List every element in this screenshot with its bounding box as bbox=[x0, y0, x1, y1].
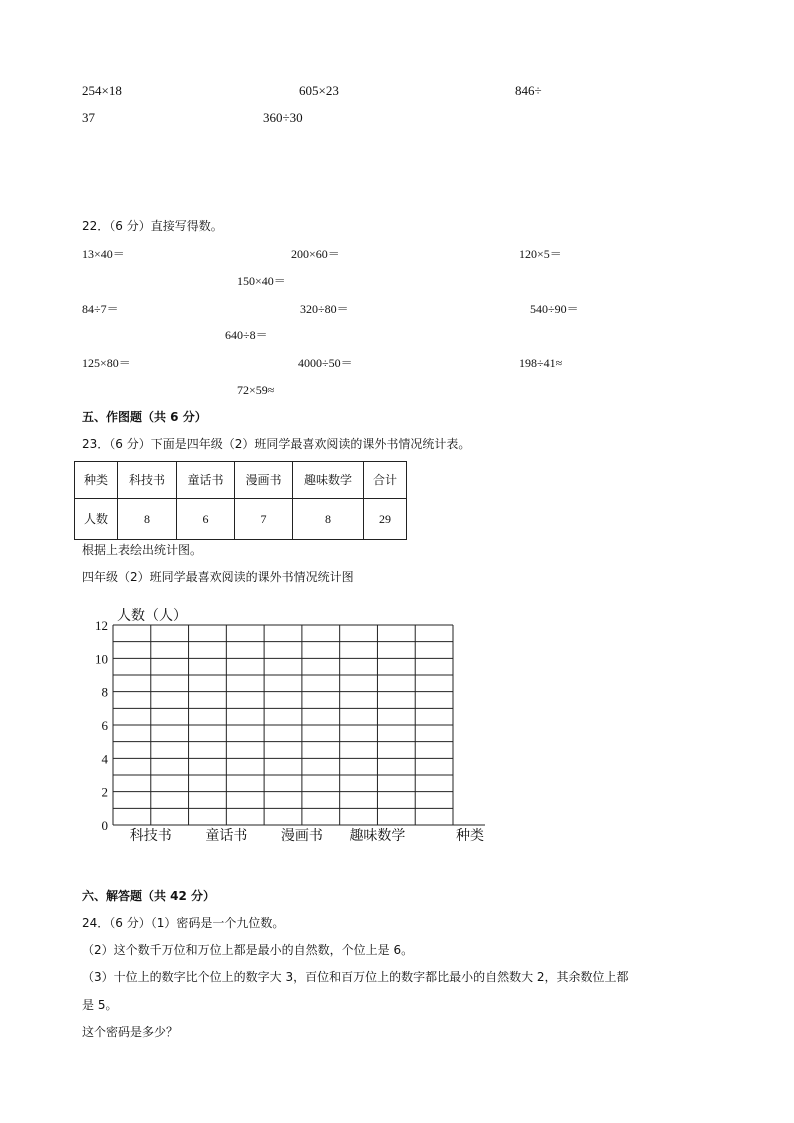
q22-item-2: 200×60＝ bbox=[291, 247, 340, 261]
section-6-title: 六、解答题（共 42 分） bbox=[82, 889, 216, 903]
q24-line-2: （2）这个数千万位和万位上都是最小的自然数，个位上是 6。 bbox=[82, 943, 414, 957]
y-tick-label: 10 bbox=[95, 651, 108, 667]
x-tick-label: 趣味数学 bbox=[349, 829, 406, 844]
y-tick-label: 12 bbox=[95, 618, 108, 633]
bar-chart-grid bbox=[80, 600, 500, 850]
table-header-row bbox=[75, 462, 407, 499]
table-cell: 6 bbox=[177, 499, 235, 540]
table-cell: 童话书 bbox=[177, 462, 235, 499]
q22-item-11: 198÷41≈ bbox=[519, 356, 563, 370]
stats-table bbox=[74, 461, 407, 540]
table-cell: 漫画书 bbox=[235, 462, 293, 499]
q22-title: 22．（6 分）直接写得数。 bbox=[82, 219, 223, 233]
q24-line-1: 24．（6 分）（1）密码是一个九位数。 bbox=[82, 916, 285, 930]
q22-item-8: 640÷8＝ bbox=[225, 328, 268, 342]
calc-605x23: 605×23 bbox=[299, 83, 339, 98]
q22-item-3: 120×5＝ bbox=[519, 247, 562, 261]
x-tick-label: 科技书 bbox=[129, 829, 172, 844]
x-tick-label: 漫画书 bbox=[280, 829, 323, 844]
calc-846-div: 846÷ bbox=[515, 83, 542, 98]
x-tick-label: 童话书 bbox=[205, 829, 248, 844]
table-cell: 趣味数学 bbox=[293, 462, 364, 499]
table-cell: 7 bbox=[235, 499, 293, 540]
table-cell: 科技书 bbox=[118, 462, 177, 499]
chart-y-ticks bbox=[95, 618, 109, 833]
table-cell: 人数 bbox=[75, 499, 118, 540]
q22-item-12: 72×59≈ bbox=[237, 383, 275, 397]
chart-title: 四年级（2）班同学最喜欢阅读的课外书情况统计图 bbox=[82, 570, 354, 584]
table-cell: 合计 bbox=[364, 462, 407, 499]
chart-y-axis-label: 人数（人） bbox=[117, 609, 187, 624]
y-tick-label: 8 bbox=[101, 684, 108, 700]
y-tick-label: 2 bbox=[101, 784, 108, 800]
q24-line-5: 这个密码是多少？ bbox=[82, 1025, 179, 1039]
q24-line-3: （3）十位上的数字比个位上的数字大 3，百位和百万位上的数字都比最小的自然数大 2，其余数位上都 bbox=[82, 970, 629, 984]
q24-line-4: 是 5。 bbox=[82, 998, 118, 1012]
y-tick-label: 4 bbox=[101, 751, 108, 767]
q23-instruction: 根据上表绘出统计图。 bbox=[82, 543, 203, 557]
section-5-title: 五、作图题（共 6 分） bbox=[82, 410, 207, 424]
table-cell: 种类 bbox=[75, 462, 118, 499]
y-tick-label: 6 bbox=[101, 718, 108, 733]
calc-360-div-30: 360÷30 bbox=[263, 110, 303, 125]
q22-item-9: 125×80＝ bbox=[82, 356, 131, 370]
q22-item-1: 13×40＝ bbox=[82, 247, 125, 261]
calc-37: 37 bbox=[82, 110, 95, 125]
chart-gridlines bbox=[113, 625, 485, 825]
q23-title: 23．（6 分）下面是四年级（2）班同学最喜欢阅读的课外书情况统计表。 bbox=[82, 437, 471, 451]
q22-item-4: 150×40＝ bbox=[237, 274, 286, 288]
q22-item-10: 4000÷50＝ bbox=[298, 356, 353, 370]
q22-item-6: 320÷80＝ bbox=[300, 302, 349, 316]
table-cell: 29 bbox=[364, 499, 407, 540]
chart-x-axis-label: 种类 bbox=[456, 829, 484, 844]
table-cell: 8 bbox=[293, 499, 364, 540]
chart-x-ticks bbox=[130, 827, 406, 844]
calc-254x18: 254×18 bbox=[82, 83, 122, 98]
y-tick-label: 0 bbox=[101, 818, 108, 833]
table-data-row bbox=[75, 499, 407, 540]
q22-item-7: 540÷90＝ bbox=[530, 302, 579, 316]
q22-item-5: 84÷7＝ bbox=[82, 302, 119, 316]
table-cell: 8 bbox=[118, 499, 177, 540]
